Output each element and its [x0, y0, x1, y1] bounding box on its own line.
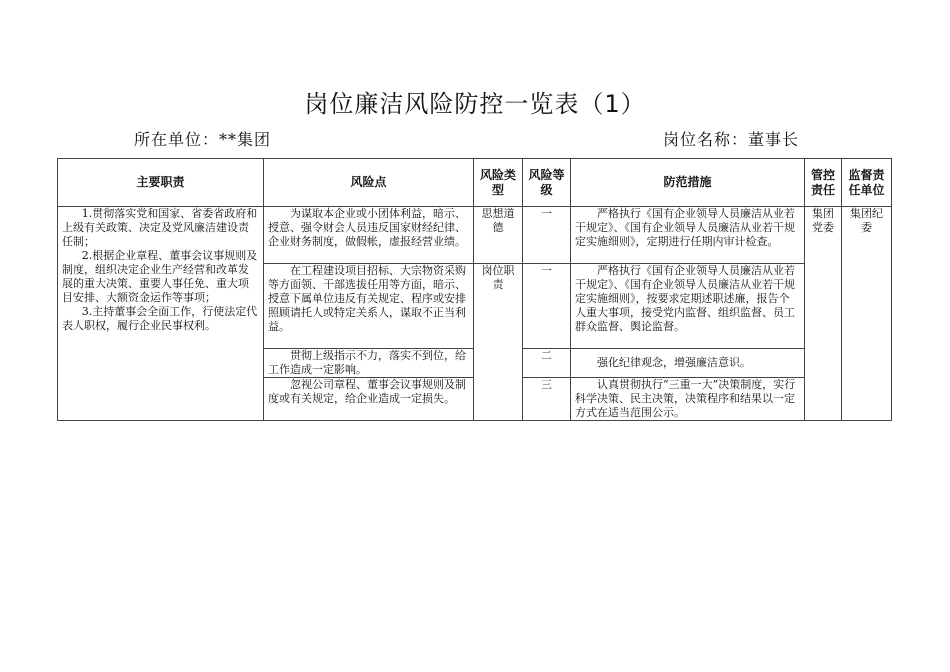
risk-point-text: 在工程建设项目招标、大宗物资采购等方面领、干部选拔任用等方面，暗示、授意下属单位违反有关规定、程序或安排照顾请托人或特定关系人，谋取不正当利益。 [268, 264, 466, 333]
table-row [58, 207, 892, 264]
header-duties: 主要职责 [58, 159, 264, 207]
risk-type-cell: 岗位职责 [474, 264, 523, 421]
manage-cell: 集团党委 [805, 207, 842, 421]
risk-point-text: 忽视公司章程、董事会议事规则及制度或有关规定，给企业造成一定损失。 [268, 378, 466, 405]
duties-cell [58, 207, 264, 421]
measure-cell [571, 349, 805, 378]
risk-level-cell: 一 [523, 264, 571, 349]
duty-item: 1.贯彻落实党和国家、省委省政府和上级有关政策、决定及党风廉洁建设责任制； [62, 207, 258, 248]
duty-item: 2.根据企业章程、董事会议事规则及制度，组织决定企业生产经营和改革发展的重大决策、重要人事任免、重大项目安排、大额资金运作等事项； [62, 249, 258, 304]
risk-point-cell [264, 378, 474, 421]
risk-level-cell: 三 [523, 378, 571, 421]
measure-text: 强化纪律观念，增强廉洁意识。 [597, 356, 751, 369]
header-risk-type: 风险类型 [474, 159, 523, 207]
supervise-cell: 集团纪委 [842, 207, 892, 421]
header-risk-point: 风险点 [264, 159, 474, 207]
risk-point-cell [264, 207, 474, 264]
measure-cell [571, 207, 805, 264]
measure-cell [571, 378, 805, 421]
risk-point-cell [264, 349, 474, 378]
risk-control-table [57, 158, 892, 421]
measure-text: 严格执行《国有企业领导人员廉洁从业若干规定》、《国有企业领导人员廉洁从业若干规定实施细则》，定期进行任期内审计检查。 [575, 207, 795, 248]
risk-point-text: 贯彻上级指示不力，落实不到位，给工作造成一定影响。 [268, 349, 466, 376]
header-manage: 管控责任 [805, 159, 842, 207]
header-risk-level: 风险等级 [523, 159, 571, 207]
risk-type-cell: 思想道德 [474, 207, 523, 264]
duty-item: 3.主持董事会全面工作，行使法定代表人职权，履行企业民事权利。 [62, 305, 258, 332]
position-label: 岗位名称：董事长 [663, 130, 800, 149]
risk-level-cell: 一 [523, 207, 571, 264]
risk-level-cell: 二 [523, 349, 571, 378]
table-header-row [58, 159, 892, 207]
document-title: 岗位廉洁风险防控一览表（1） [304, 90, 646, 118]
header-measures: 防范措施 [571, 159, 805, 207]
header-supervise: 监督责任单位 [842, 159, 892, 207]
risk-point-text: 为谋取本企业或小团体利益，暗示、授意、强令财会人员违反国家财经纪律、企业财务制度，做假帐，虚报经营业绩。 [268, 207, 466, 248]
risk-point-cell [264, 264, 474, 349]
measure-text: 严格执行《国有企业领导人员廉洁从业若干规定》、《国有企业领导人员廉洁从业若干规定实施细则》，按要求定期述职述廉，报告个人重大事项，接受党内监督、组织监督、员工群众监督、舆论监督。 [575, 264, 795, 333]
measure-text: 认真贯彻执行“三重一大”决策制度，实行科学决策、民主决策，决策程序和结果以一定方式在适当范围公示。 [575, 378, 796, 419]
measure-cell [571, 264, 805, 349]
unit-label: 所在单位：**集团 [134, 130, 272, 149]
